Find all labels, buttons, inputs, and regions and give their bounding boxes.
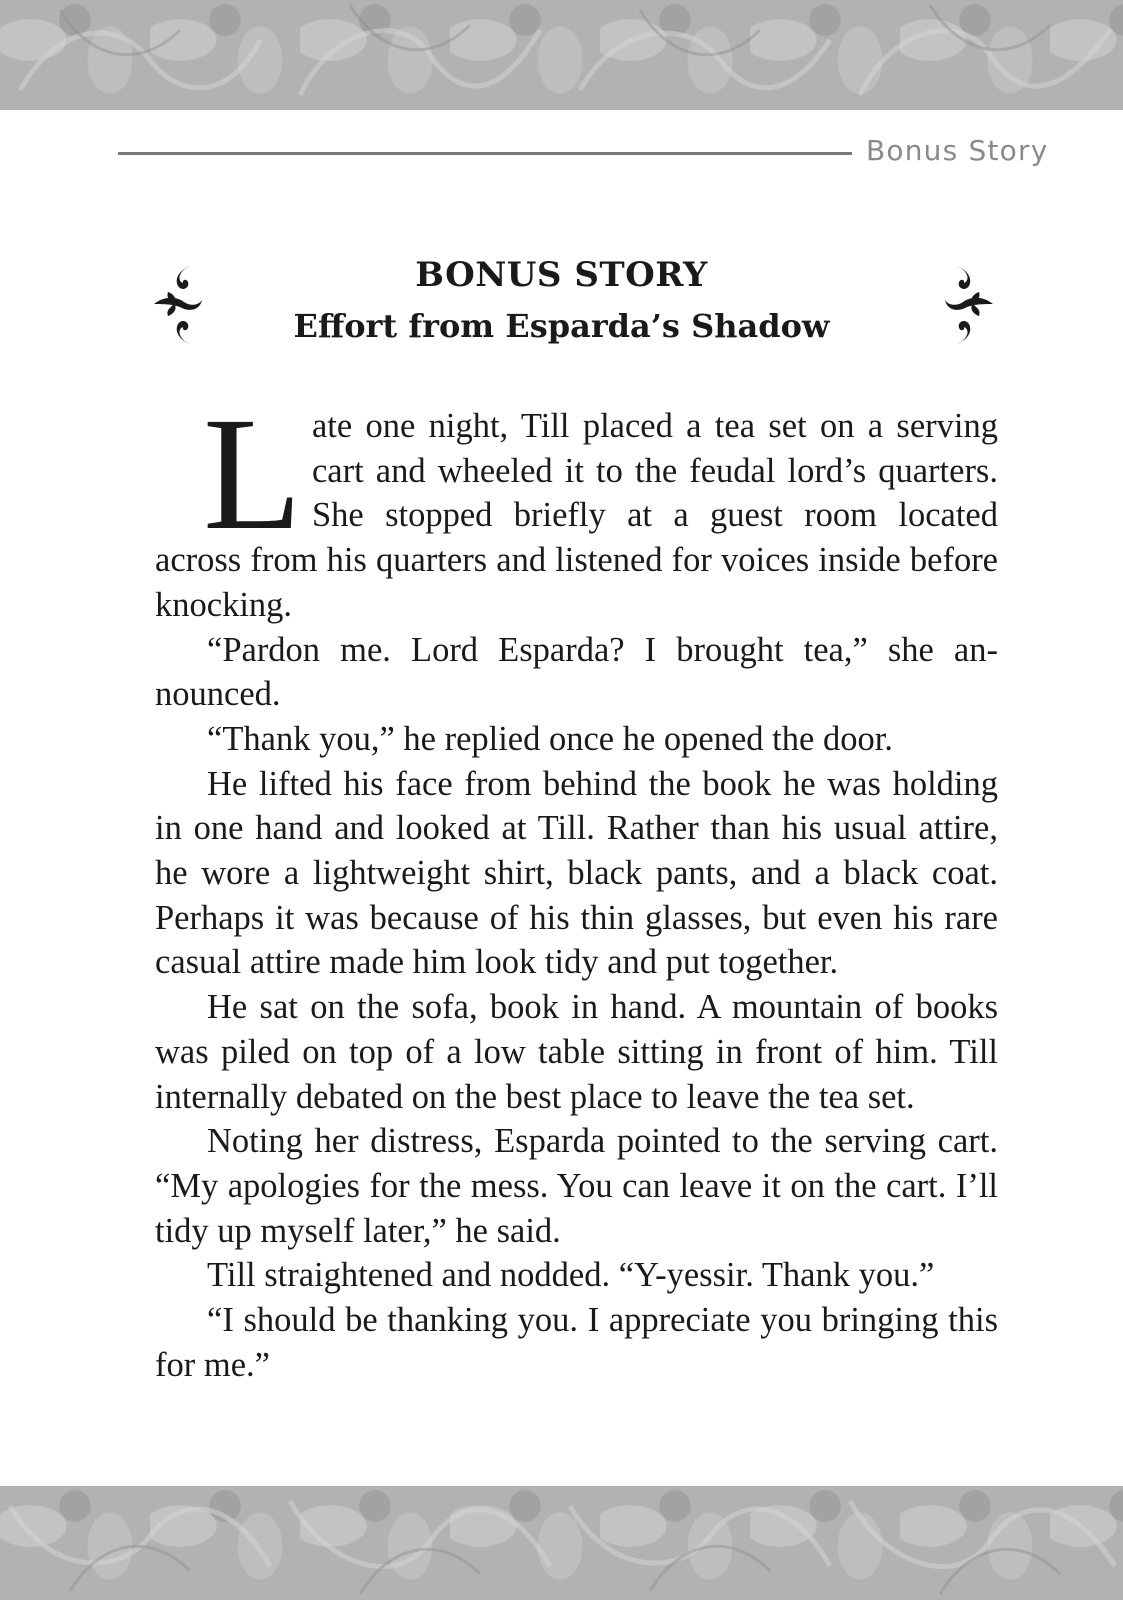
chapter-title: Effort from Esparda’s Shadow: [293, 307, 830, 345]
paragraph: [155, 385, 998, 628]
paragraph: He sat on the sofa, book in hand. A mountain of books was piled on top of a low table sitting in front of him. Till internally debated on the best place to leave the tea set.: [155, 988, 998, 1116]
story-body: [155, 385, 998, 1387]
paragraph: Till straightened and nodded. “Y-yessir. Thank you.”: [207, 1256, 935, 1295]
running-head: Bonus Story: [866, 134, 1049, 167]
drop-cap: L: [203, 385, 302, 564]
flourish-icon: [941, 262, 997, 348]
damask-border-bottom: [0, 1486, 1123, 1600]
damask-border-top: [0, 0, 1123, 110]
damask-pattern: [0, 1486, 1123, 1600]
chapter-heading: [150, 250, 973, 352]
paragraph: “I should be thanking you. I appreciate you bringing this for me.”: [155, 1301, 998, 1384]
paragraph: Noting her distress, Esparda pointed to the serving cart. “My apologies for the mess. You can leave it on the cart. I’ll tidy up myself later,” he said.: [155, 1122, 998, 1250]
paragraph: “Thank you,” he replied once he opened the door.: [207, 719, 893, 758]
paragraph: He lifted his face from behind the book he was holding in one hand and looked at Till. Rather than his usual attire, he wore a lightweight shirt, black pants, and a black coat. Perhaps it was because of his thin glasses, but even his rare casual attire made him look tidy and put together.: [155, 764, 998, 982]
paragraph-text: ate one night, Till placed a tea set on a serving cart and wheeled it to the feudal lord’s quarters. She stopped briefly at a guest room located across from his quarters and listened for voices inside before knocking.: [155, 407, 998, 624]
damask-pattern: [0, 0, 1123, 110]
paragraph: “Pardon me. Lord Esparda? I brought tea,” she announced.: [155, 630, 998, 714]
chapter-label: BONUS STORY: [415, 255, 708, 295]
running-head-rule: [118, 152, 852, 155]
